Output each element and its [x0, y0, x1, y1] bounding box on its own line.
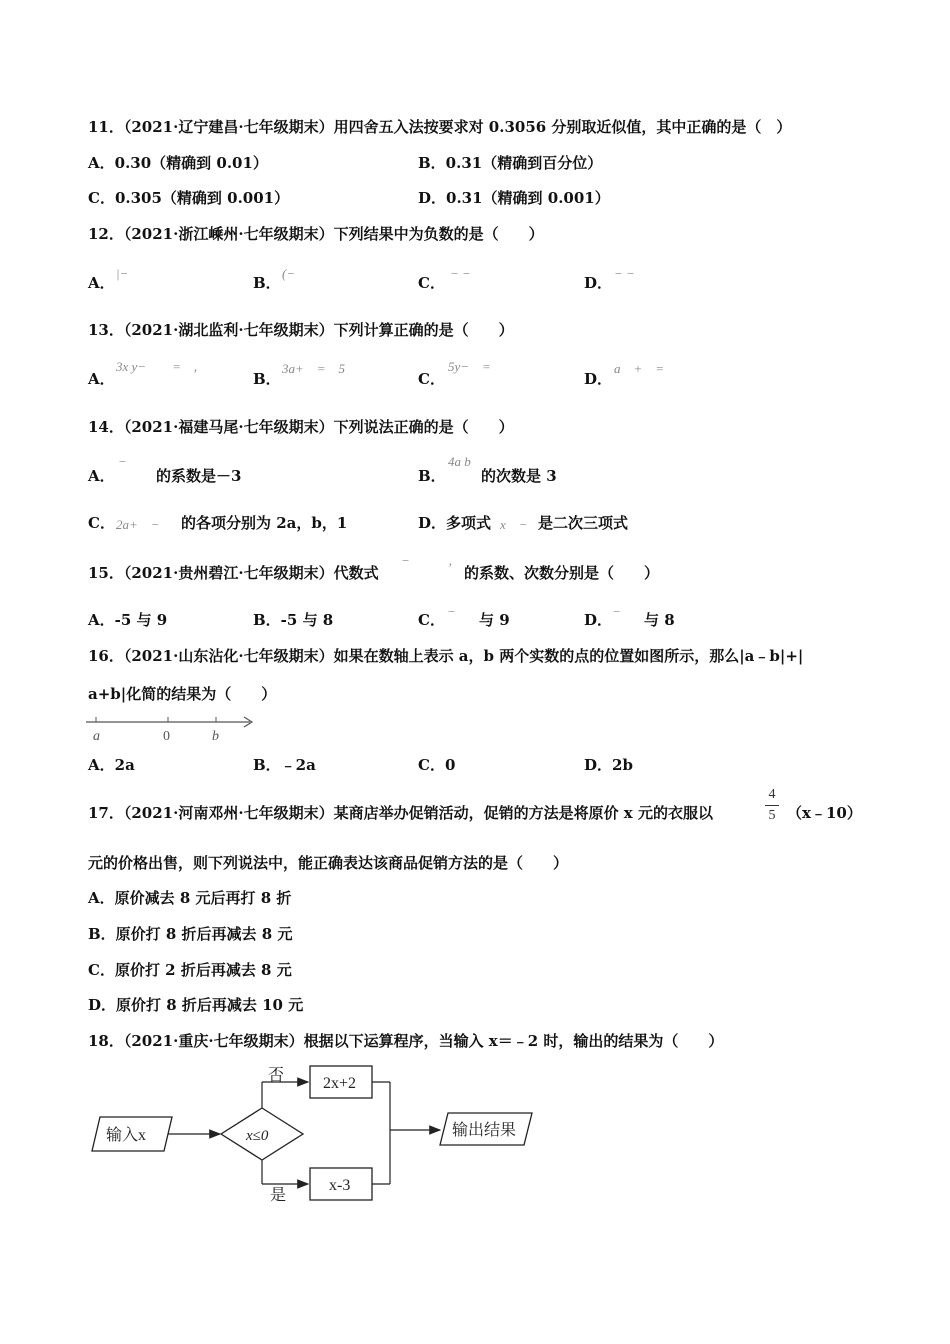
q11-stem: 11．（2021·辽宁建昌·七年级期末）用四舍五入法按要求对 0.3056 分别取近似值，其中正确的是（ ） [88, 118, 792, 136]
q16-stem-line2: a+b|化简的结果为（ ） [88, 685, 277, 703]
q15-option-c: C． [418, 611, 445, 629]
q12-option-c: C． [418, 274, 445, 292]
q14-option-d-tail: 是二次三项式 [538, 514, 629, 532]
q15-option-d: D． [584, 611, 613, 629]
flow-branch-yes: 是 [270, 1187, 287, 1204]
flow-condition-label: x≤0 [246, 1128, 269, 1144]
q16-stem-line1: 16．（2021·山东沾化·七年级期末）如果在数轴上表示 a，b 两个实数的点的位置如图所示，那么|a﹣b|+| [88, 647, 804, 665]
q15-option-a: A．-5 与 9 [88, 611, 168, 629]
q14-option-b-expr: 4a b [448, 454, 471, 469]
q13-option-c-expr: 5y− = [448, 359, 491, 374]
q12-option-b: B． [253, 274, 281, 292]
q13-stem: 13．（2021·湖北监利·七年级期末）下列计算正确的是（ ） [88, 321, 514, 339]
q12-option-a: A． [88, 274, 115, 292]
q11-option-b: B．0.31（精确到百分位） [418, 154, 603, 172]
q14-option-a: A． [88, 467, 115, 485]
q16-option-c: C．0 [418, 756, 456, 774]
q11-option-c: C．0.305（精确到 0.001） [88, 189, 290, 207]
q16-option-a: A．2a [88, 756, 135, 774]
q14-option-d-expr: x − [500, 517, 528, 532]
numberline-label-b: b [212, 729, 219, 744]
flow-branch-no: 否 [268, 1067, 285, 1084]
q17-option-d: D．原价打 8 折后再减去 10 元 [88, 996, 304, 1014]
q17-stem-line1: 17．（2021·河南邓州·七年级期末）某商店举办促销活动，促销的方法是将原价 x 元的衣服以 [88, 804, 713, 822]
q13-option-b: B． [253, 370, 281, 388]
q17-stem-frac-tail: （x﹣10） [787, 804, 862, 822]
q16-option-d: D．2b [584, 756, 633, 774]
q15-stem-tail: 的系数、次数分别是（ ） [464, 564, 660, 582]
q15-option-d-expr: − [612, 604, 621, 619]
q14-option-c: C． [88, 514, 115, 532]
q14-option-b: B． [418, 467, 446, 485]
q15-option-c-expr: − [447, 604, 456, 619]
q15-expression: − , [401, 553, 453, 568]
q14-option-b-tail: 的次数是 3 [481, 467, 557, 485]
q17-fraction-numerator: 4 [768, 787, 776, 802]
q15-option-c-tail: 与 9 [479, 611, 510, 629]
q13-option-b-expr: 3a+ = 5 [282, 361, 346, 376]
flow-output-label: 输出结果 [452, 1122, 517, 1139]
q11-option-d: D．0.31（精确到 0.001） [418, 189, 610, 207]
flow-input-label: 输入x [106, 1127, 147, 1144]
q15-option-d-tail: 与 8 [644, 611, 675, 629]
q17-option-a: A．原价减去 8 元后再打 8 折 [88, 889, 292, 907]
q15-option-b: B．-5 与 8 [253, 611, 334, 629]
q12-option-a-expr: |− [116, 266, 129, 281]
q12-option-d: D． [584, 274, 613, 292]
q14-stem: 14．（2021·福建马尾·七年级期末）下列说法正确的是（ ） [88, 418, 514, 436]
q13-option-d-expr: a + = [614, 361, 665, 376]
numberline-label-0: 0 [163, 729, 170, 744]
q12-option-d-expr: − − [614, 266, 635, 281]
q14-option-a-tail: 的系数是－3 [156, 467, 242, 485]
q18-flowchart [80, 1060, 550, 1210]
q13-option-d: D． [584, 370, 613, 388]
q12-stem: 12．（2021·浙江嵊州·七年级期末）下列结果中为负数的是（ ） [88, 225, 544, 243]
q16-option-b: B．﹣2a [253, 756, 316, 774]
q16-number-line [84, 712, 260, 746]
q14-option-c-expr: 2a+ − [116, 517, 160, 532]
q13-option-c: C． [418, 370, 445, 388]
flow-box-bottom-label: x-3 [329, 1177, 351, 1194]
flow-box-top-label: 2x+2 [323, 1075, 357, 1092]
numberline-label-a: a [93, 729, 100, 744]
q15-stem: 15．（2021·贵州碧江·七年级期末）代数式 [88, 564, 379, 582]
q14-option-a-expr: − [118, 454, 127, 469]
q17-option-c: C．原价打 2 折后再减去 8 元 [88, 961, 292, 979]
q17-stem-line2: 元的价格出售，则下列说法中，能正确表达该商品促销方法的是（ ） [88, 854, 569, 872]
q12-option-b-expr: (− [282, 266, 296, 281]
q18-stem: 18．（2021·重庆·七年级期末）根据以下运算程序，当输入 x＝﹣2 时，输出的结果为（ ） [88, 1032, 724, 1050]
q17-option-b: B．原价打 8 折后再减去 8 元 [88, 925, 293, 943]
q14-option-d: D．多项式 [418, 514, 492, 532]
q12-option-c-expr: − − [450, 266, 471, 281]
q11-option-a: A．0.30（精确到 0.01） [88, 154, 268, 172]
q14-option-c-tail: 的各项分别为 2a，b，1 [181, 514, 348, 532]
q17-fraction-denominator: 5 [768, 808, 776, 823]
q13-option-a: A． [88, 370, 115, 388]
q13-option-a-expr: 3x y− = , [116, 359, 198, 374]
q17-fraction [765, 787, 779, 824]
